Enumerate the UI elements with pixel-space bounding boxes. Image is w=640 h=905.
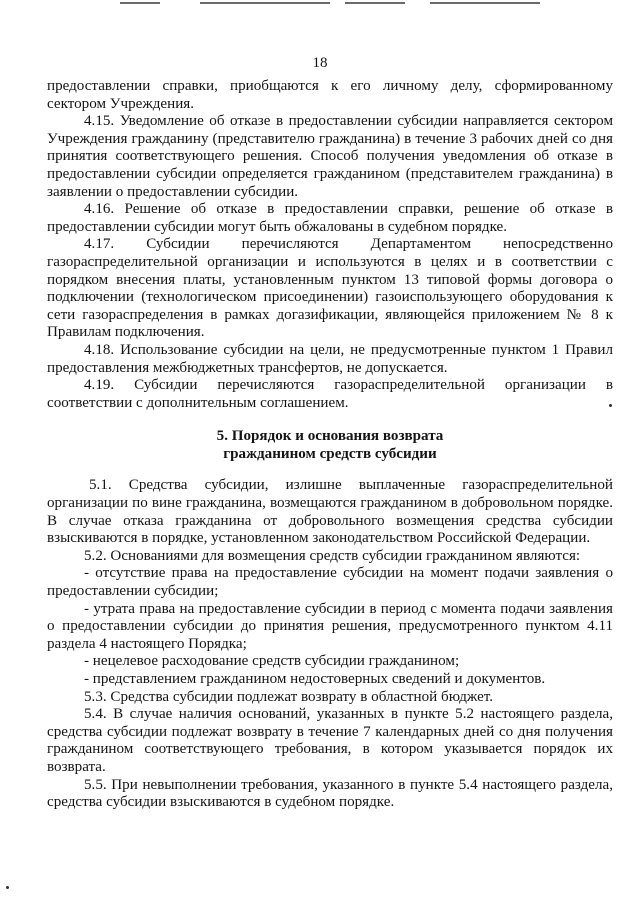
paragraph-5-1: 5.1. Средства субсидии, излишне выплаченные газораспределительной организации по вине гражданина, возмещаются гражданином в добровольном порядке. В случае отказа гражданина от добровольного возмещения средства субсидии взыскиваются в порядке, установленном законодательством Российской Федерации. (47, 477, 613, 547)
document-body (47, 78, 613, 812)
scan-speck (6, 886, 9, 889)
list-item-5-2-a: - отсутствие права на предоставление субсидии на момент подачи заявления о предоставлении субсидии; (47, 565, 613, 600)
paragraph-4-17: 4.17. Субсидии перечисляются Департаментом непосредственно газораспределительной организации и используются в целях и в соответствии с порядком внесения платы, установленным пунктом 13 типовой формы договора о подключении (технологическом присоединении) газоиспользующего оборудования к сети газораспределения в рамках догазификации, являющейся приложением № 8 к Правилам подключения. (47, 236, 613, 341)
list-item-5-2-c: - нецелевое расходование средств субсидии гражданином; (84, 653, 460, 670)
scan-top-marks (0, 0, 640, 8)
paragraph-4-16: 4.16. Решение об отказе в предоставлении справки, решение об отказе в предоставлении субсидии могут быть обжалованы в судебном порядке. (47, 201, 613, 235)
scan-speck (609, 404, 612, 407)
paragraph-5-3: 5.3. Средства субсидии подлежат возврату в областной бюджет. (84, 688, 494, 705)
section-5-heading-line-2: гражданином средств субсидии (223, 445, 437, 462)
list-item-5-2-d: - представлением гражданином недостоверных сведений и документов. (84, 671, 546, 687)
list-item-5-2-b: - утрата права на предоставление субсидии в период с момента подачи заявления о предоставлении субсидии до принятия решения, предусмотренного пунктом 4.11 раздела 4 настоящего Порядка; (47, 600, 613, 652)
page-number: 18 (312, 55, 328, 71)
paragraph-5-5: 5.5. При невыполнении требования, указанного в пункте 5.4 настоящего раздела, средства субсидии взыскиваются в судебном порядке. (47, 776, 613, 811)
section-5-heading-line-1: 5. Порядок и основания возврата (216, 428, 444, 445)
paragraph-continuation: предоставлении справки, приобщаются к его личному делу, сформированному сектором Учреждения. (47, 78, 613, 112)
paragraph-4-15: 4.15. Уведомление об отказе в предоставлении субсидии направляется сектором Учреждения гражданину (представителю гражданина) в течение 3 рабочих дней со дня принятия соответствующего решения. Способ получения уведомления об отказе в предоставлении субсидии определяется гражданином (представителем гражданина) в заявлении о предоставлении субсидии. (47, 113, 613, 200)
paragraph-5-4: 5.4. В случае наличия оснований, указанных в пункте 5.2 настоящего раздела, средства субсидии подлежат возврату в течение 7 календарных дней со дня получения гражданином соответствующего требования, в котором указывается порядок их возврата. (47, 706, 613, 775)
paragraph-4-18: 4.18. Использование субсидии на цели, не предусмотренные пунктом 1 Правил предоставления межбюджетных трансфертов, не допускается. (47, 341, 613, 376)
section-5-heading (47, 428, 613, 463)
paragraph-5-2: 5.2. Основаниями для возмещения средств субсидии гражданином являются: (84, 547, 581, 564)
paragraph-4-19: 4.19. Субсидии перечисляются газораспределительной организации в соответствии с дополнительным соглашением. (47, 377, 613, 411)
